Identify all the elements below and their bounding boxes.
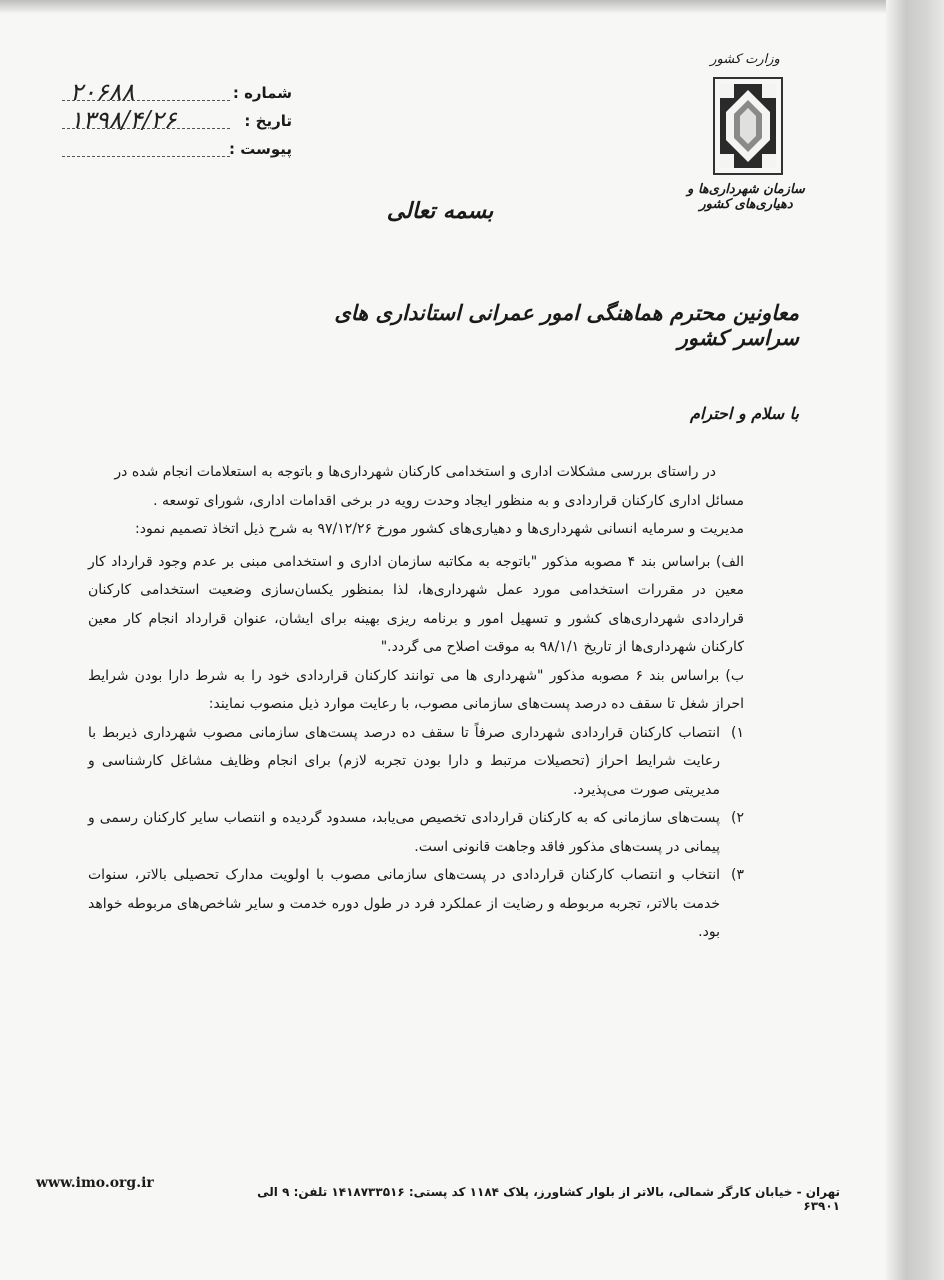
list-item [88, 804, 744, 861]
list-item-text: پست‌های سازمانی که به کارکنان قراردادی تخصیص می‌یابد، مسدود گردیده و انتصاب سایر کارکنان رسمی و پیمانی در پست‌های مذکور فاقد وجاهت قانونی است. [88, 810, 720, 855]
list-item-text: انتخاب و انتصاب کارکنان قراردادی در پست‌های سازمانی مصوب با اولویت مدارک تحصیلی بالاتر، سنوات خدمت بالاتر، تجربه مربوطه و رضایت از عملکرد فرد در طول دوره خدمت و سایر شاخص‌های مربوطه خواهد بود. [88, 867, 720, 940]
intro-line-3: مدیریت و سرمایه انسانی شهرداری‌ها و دهیاری‌های کشور مورخ ۹۷/۱۲/۲۶ به شرح ذیل اتخاذ تصمیم نمود: [135, 521, 744, 537]
ministry-name: وزارت کشور [710, 52, 780, 67]
letter-addressee: معاونین محترم هماهنگی امور عمرانی استانداری های سراسر کشور [334, 300, 799, 350]
letter-body [88, 458, 744, 947]
list-item [88, 861, 744, 947]
attachment-line [62, 156, 230, 157]
letter-greeting: با سلام و احترام [690, 404, 799, 423]
footer-address: تهران - خیابان کارگر شمالی، بالاتر از بلوار کشاورز، پلاک ۱۱۸۴ کد پستی: ۱۴۱۸۷۳۳۵۱۶ تلفن: ۹ الی ۶۳۹۰۱ [257, 1185, 840, 1213]
scan-page-edge [886, 0, 944, 1280]
intro-line-2: مسائل اداری کارکنان قراردادی و به منظور ایجاد وحدت رویه در برخی اقدامات اداری، شورای توسعه . [153, 492, 744, 509]
date-label: تاریخ : [244, 112, 292, 130]
organization-logo-icon [712, 76, 784, 176]
list-item-text: انتصاب کارکنان قراردادی شهرداری صرفاً تا سقف ده درصد پست‌های سازمانی مصوب شهرداری ذیربط با رعایت شرایط احراز (تحصیلات مرتبط و دارا بودن تجربه لازم) برای انجام وظایف مشاغل کارشناسی و مدیریتی صورت می‌پذیرد. [88, 724, 720, 798]
list-item [88, 719, 744, 805]
date-row [62, 108, 292, 136]
list-item-marker: ۲) [731, 810, 744, 826]
bismillah-heading: بسمه تعالی [386, 198, 494, 224]
attachment-label: پیوست : [228, 140, 292, 158]
date-value: ۱۳۹۸/۴/۲۶ [70, 106, 177, 134]
clause-a-paragraph: الف) براساس بند ۴ مصوبه مذکور "باتوجه به مکاتبه سازمان اداری و استخدامی مبنی بر عدم وجود قرارداد کار معین در مقررات استخدامی مورد عمل شهرداری‌ها، لذا بمنظور یکسان‌سازی وضعیت استخدامی کارکنان قراردادی شهرداری‌های کشور و تسهیل امور و برنامه ریزی بهینه برای ایشان، عنوان قرارداد انجام کار معین کارکنان شهرداری‌ها از تاریخ ۹۸/۱/۱ به موقت اصلاح می گردد." [88, 553, 744, 655]
number-value: ۲۰۶۸۸ [70, 78, 135, 106]
letter-meta [62, 80, 292, 164]
scan-top-shadow [0, 0, 886, 14]
organization-logo-block [670, 48, 820, 212]
clause-b-paragraph: ب) براساس بند ۶ مصوبه مذکور "شهرداری ها می توانند کارکنان قراردادی خود را به شرط دارا بودن شرایط احراز شغل تا سقف ده درصد پست‌های سازمانی مصوب، با رعایت موارد ذیل منصوب نمایند: [88, 667, 744, 712]
footer-website: www.imo.org.ir [36, 1175, 154, 1191]
number-row [62, 80, 292, 108]
attachment-row [62, 136, 292, 164]
number-label: شماره : [232, 84, 292, 102]
list-item-marker: ۳) [731, 867, 744, 883]
organization-name: سازمان شهرداری‌ها و دهیاری‌های کشور [687, 182, 805, 212]
intro-line-1: در راستای بررسی مشکلات اداری و استخدامی کارکنان شهرداری‌ها و باتوجه به استعلامات انجام شده در [114, 464, 716, 480]
list-item-marker: ۱) [731, 724, 744, 741]
